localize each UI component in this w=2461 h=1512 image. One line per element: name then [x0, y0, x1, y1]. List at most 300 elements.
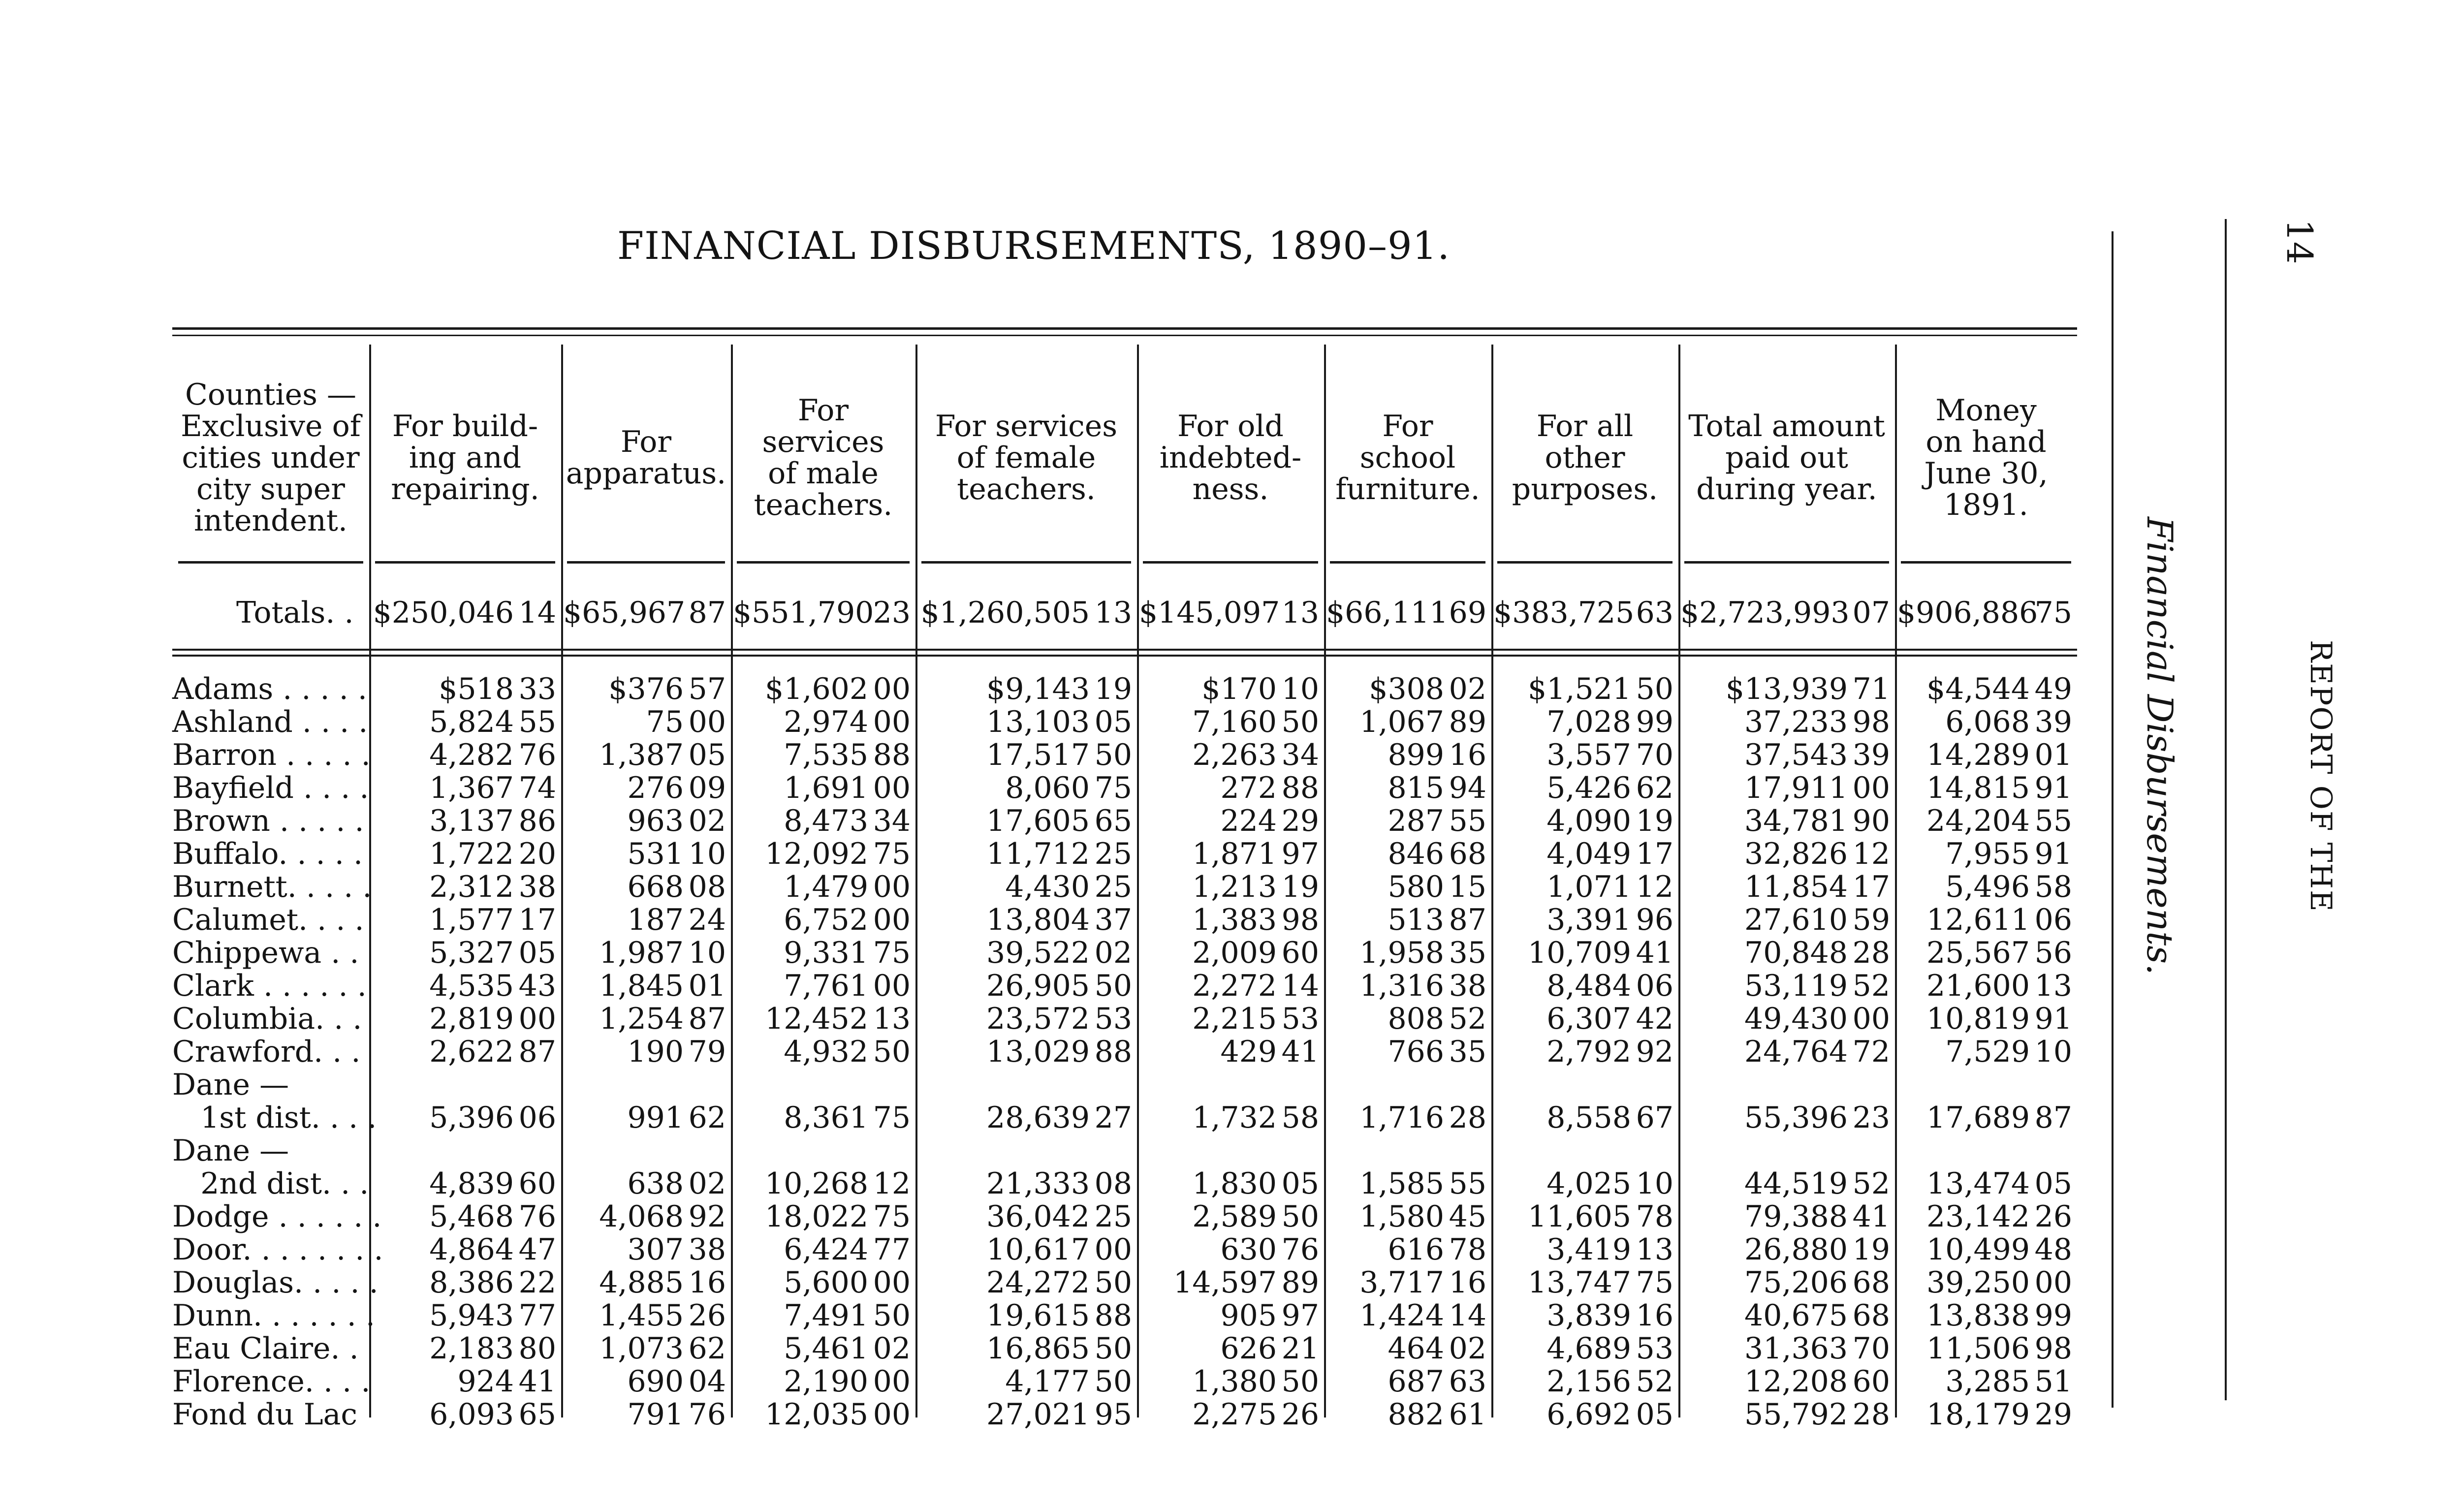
- cell-value: 3,285: [1945, 1364, 2030, 1399]
- totals-cents: 87: [688, 596, 726, 630]
- totals-rule: [172, 649, 2077, 651]
- cell-value: 5,468: [429, 1199, 514, 1234]
- cell-value: 5,396: [429, 1101, 514, 1135]
- cell-cents: 68: [1449, 837, 1486, 871]
- cell-cents: 35: [1449, 936, 1486, 970]
- column-header-line: indebted-: [1159, 441, 1302, 475]
- cell-value: 899: [1388, 738, 1444, 772]
- cell-cents: 78: [1449, 1232, 1486, 1267]
- cell-cents: 00: [873, 672, 911, 706]
- cell-value: 55,792: [1744, 1397, 1848, 1432]
- cell-value: 1,254: [599, 1002, 684, 1036]
- county-name: Barron . . . . .: [172, 738, 371, 772]
- cell-value: 32,826: [1744, 837, 1848, 871]
- cell-value: 2,792: [1546, 1035, 1631, 1069]
- cell-value: 44,519: [1744, 1166, 1848, 1201]
- county-name: Crawford. . .: [172, 1035, 361, 1069]
- cell-value: 690: [627, 1364, 684, 1399]
- cell-cents: 19: [1281, 870, 1319, 904]
- cell-value: 55,396: [1744, 1101, 1848, 1135]
- cell-cents: 60: [1852, 1364, 1890, 1399]
- cell-cents: 28: [1852, 1397, 1890, 1432]
- column-header: [1682, 369, 1891, 546]
- county-name: Adams . . . . .: [172, 672, 367, 706]
- cell-cents: 75: [873, 1101, 911, 1135]
- cell-value: $13,939: [1725, 672, 1848, 706]
- column-header-line: Total amount: [1688, 409, 1885, 443]
- cell-cents: 76: [688, 1397, 726, 1432]
- cell-cents: 00: [1852, 771, 1890, 805]
- cell-value: 34,781: [1744, 804, 1848, 838]
- cell-value: 25,567: [1926, 936, 2030, 970]
- column-header-line: apparatus.: [566, 456, 726, 491]
- cell-value: 12,035: [765, 1397, 868, 1432]
- cell-cents: 75: [873, 837, 911, 871]
- cell-value: 2,215: [1192, 1002, 1277, 1036]
- column-header-line: teachers.: [957, 472, 1096, 506]
- header-underline: [375, 561, 555, 564]
- cell-value: 808: [1388, 1002, 1444, 1036]
- cell-cents: 02: [873, 1331, 911, 1366]
- cell-value: 3,717: [1359, 1265, 1444, 1300]
- cell-value: 276: [627, 771, 684, 805]
- cell-cents: 16: [1636, 1298, 1673, 1333]
- cell-cents: 25: [1094, 837, 1132, 871]
- cell-value: 79,388: [1744, 1199, 1848, 1234]
- cell-cents: 65: [518, 1397, 556, 1432]
- cell-value: 5,496: [1945, 870, 2030, 904]
- cell-cents: 00: [688, 705, 726, 739]
- cell-cents: 50: [1281, 1199, 1319, 1234]
- cell-cents: 58: [1281, 1101, 1319, 1135]
- cell-value: 4,932: [784, 1035, 868, 1069]
- cell-value: 3,557: [1546, 738, 1631, 772]
- cell-value: 1,383: [1192, 903, 1277, 937]
- cell-cents: 00: [873, 1364, 911, 1399]
- column-header-line: For all: [1536, 409, 1634, 443]
- cell-value: 1,387: [599, 738, 684, 772]
- cell-cents: 87: [1449, 903, 1486, 937]
- cell-value: 1,577: [429, 903, 514, 937]
- cell-value: 2,622: [429, 1035, 514, 1069]
- totals-cents: 14: [518, 596, 556, 630]
- cell-value: 2,312: [429, 870, 514, 904]
- cell-cents: 75: [873, 1199, 911, 1234]
- cell-cents: 38: [518, 870, 556, 904]
- county-name: Dunn. . . . . . .: [172, 1298, 375, 1333]
- column-header-line: 1891.: [1944, 488, 2028, 522]
- cell-value: 27,610: [1744, 903, 1848, 937]
- cell-cents: 60: [518, 1166, 556, 1201]
- cell-value: 1,067: [1359, 705, 1444, 739]
- county-name: Fond du Lac: [172, 1397, 357, 1432]
- totals-cents: 75: [2034, 596, 2072, 630]
- margin-rule: [2112, 231, 2114, 1408]
- cell-cents: 87: [688, 1002, 726, 1036]
- cell-cents: 43: [518, 969, 556, 1003]
- cell-value: 70,848: [1744, 936, 1848, 970]
- cell-cents: 78: [1636, 1199, 1673, 1234]
- column-header-line: school: [1359, 441, 1456, 475]
- cell-value: 4,535: [429, 969, 514, 1003]
- cell-value: 4,090: [1546, 804, 1631, 838]
- cell-cents: 17: [1852, 870, 1890, 904]
- column-header: [735, 369, 912, 546]
- cell-cents: 05: [1281, 1166, 1319, 1201]
- cell-value: 24,272: [986, 1265, 1090, 1300]
- cell-value: 429: [1220, 1035, 1277, 1069]
- cell-cents: 00: [873, 771, 911, 805]
- cell-cents: 12: [873, 1166, 911, 1201]
- cell-cents: 29: [1281, 804, 1319, 838]
- cell-cents: 76: [518, 1199, 556, 1234]
- cell-cents: 60: [1281, 936, 1319, 970]
- cell-value: 39,522: [986, 936, 1090, 970]
- cell-cents: 16: [688, 1265, 726, 1300]
- cell-cents: 28: [1449, 1101, 1486, 1135]
- cell-cents: 50: [1636, 672, 1673, 706]
- cell-value: 513: [1388, 903, 1444, 937]
- column-header-line: on hand: [1925, 425, 2047, 459]
- cell-value: 13,029: [986, 1035, 1090, 1069]
- cell-cents: 58: [2034, 870, 2072, 904]
- cell-value: $376: [608, 672, 684, 706]
- cell-cents: 98: [1852, 705, 1890, 739]
- cell-cents: 02: [688, 1166, 726, 1201]
- column-header-line: furniture.: [1335, 472, 1480, 506]
- cell-value: 991: [627, 1101, 684, 1135]
- cell-value: 668: [627, 870, 684, 904]
- cell-cents: 86: [518, 804, 556, 838]
- totals-value: $145,097: [1139, 596, 1280, 630]
- column-header-line: For services: [935, 409, 1118, 443]
- cell-cents: 94: [1449, 771, 1486, 805]
- column-header-line: intendent.: [194, 504, 347, 538]
- header-underline: [178, 561, 363, 564]
- cell-value: 39,250: [1926, 1265, 2030, 1300]
- cell-cents: 41: [1281, 1035, 1319, 1069]
- margin-rule: [2225, 219, 2227, 1400]
- cell-value: 1,380: [1192, 1364, 1277, 1399]
- cell-value: 14,815: [1926, 771, 2030, 805]
- cell-cents: 38: [688, 1232, 726, 1267]
- cell-cents: 00: [873, 1265, 911, 1300]
- cell-value: 1,580: [1359, 1199, 1444, 1234]
- cell-value: 8,473: [784, 804, 868, 838]
- totals-value: $250,046: [373, 596, 514, 630]
- cell-value: 12,611: [1926, 903, 2030, 937]
- cell-value: 6,068: [1945, 705, 2030, 739]
- cell-value: 4,068: [599, 1199, 684, 1234]
- cell-cents: 25: [1094, 870, 1132, 904]
- totals-value: $906,886: [1897, 596, 2038, 630]
- cell-value: 21,333: [986, 1166, 1090, 1201]
- cell-cents: 89: [1281, 1265, 1319, 1300]
- cell-value: 6,093: [429, 1397, 514, 1432]
- cell-value: 10,617: [986, 1232, 1090, 1267]
- county-name: Bayfield . . . .: [172, 771, 369, 805]
- cell-cents: 15: [1449, 870, 1486, 904]
- cell-value: 10,268: [765, 1166, 868, 1201]
- cell-cents: 62: [1636, 771, 1673, 805]
- cell-value: 14,289: [1926, 738, 2030, 772]
- cell-value: 13,103: [986, 705, 1090, 739]
- cell-cents: 20: [518, 837, 556, 871]
- cell-cents: 75: [1636, 1265, 1673, 1300]
- cell-value: 187: [627, 903, 684, 937]
- cell-cents: 05: [688, 738, 726, 772]
- cell-cents: 02: [1094, 936, 1132, 970]
- cell-value: 4,839: [429, 1166, 514, 1201]
- column-header-line: For old: [1177, 409, 1284, 443]
- cell-cents: 99: [2034, 1298, 2072, 1333]
- cell-cents: 53: [1281, 1002, 1319, 1036]
- cell-value: 28,639: [986, 1101, 1090, 1135]
- cell-value: 8,361: [784, 1101, 868, 1135]
- cell-cents: 52: [1852, 1166, 1890, 1201]
- cell-cents: 05: [518, 936, 556, 970]
- cell-cents: 33: [518, 672, 556, 706]
- cell-cents: 88: [1094, 1298, 1132, 1333]
- cell-cents: 06: [518, 1101, 556, 1135]
- cell-value: 882: [1388, 1397, 1444, 1432]
- county-name: Burnett. . . . .: [172, 870, 372, 904]
- cell-cents: 55: [518, 705, 556, 739]
- cell-cents: 37: [1094, 903, 1132, 937]
- cell-value: 23,572: [986, 1002, 1090, 1036]
- cell-cents: 56: [2034, 936, 2072, 970]
- cell-value: 17,689: [1926, 1101, 2030, 1135]
- cell-cents: 80: [518, 1331, 556, 1366]
- cell-value: 31,363: [1744, 1331, 1848, 1366]
- cell-cents: 53: [1636, 1331, 1673, 1366]
- header-underline: [737, 561, 910, 564]
- cell-value: 2,272: [1192, 969, 1277, 1003]
- cell-cents: 87: [2034, 1101, 2072, 1135]
- header-underline: [1684, 561, 1889, 564]
- cell-value: 2,263: [1192, 738, 1277, 772]
- cell-cents: 16: [1449, 1265, 1486, 1300]
- cell-value: 16,865: [986, 1331, 1090, 1366]
- totals-cents: 13: [1094, 596, 1132, 630]
- cell-cents: 97: [1281, 837, 1319, 871]
- cell-value: 464: [1388, 1331, 1444, 1366]
- county-name: Calumet. . . .: [172, 903, 364, 937]
- column-header-line: of male: [768, 456, 879, 491]
- cell-cents: 02: [1449, 672, 1486, 706]
- cell-value: 6,424: [784, 1232, 868, 1267]
- column-header-line: June 30,: [1924, 456, 2048, 491]
- cell-value: 10,499: [1926, 1232, 2030, 1267]
- column-header: [1495, 369, 1674, 546]
- cell-value: 924: [457, 1364, 514, 1399]
- cell-value: 7,491: [784, 1298, 868, 1333]
- cell-value: 580: [1388, 870, 1444, 904]
- cell-cents: 17: [518, 903, 556, 937]
- cell-value: 12,452: [765, 1002, 868, 1036]
- cell-cents: 19: [1636, 804, 1673, 838]
- column-header-line: ness.: [1192, 472, 1269, 506]
- cell-value: 4,049: [1546, 837, 1631, 871]
- cell-value: 10,819: [1926, 1002, 2030, 1036]
- cell-value: 1,585: [1359, 1166, 1444, 1201]
- cell-value: 766: [1388, 1035, 1444, 1069]
- cell-value: 630: [1220, 1232, 1277, 1267]
- cell-cents: 06: [1636, 969, 1673, 1003]
- cell-value: 1,479: [784, 870, 868, 904]
- cell-cents: 12: [1636, 870, 1673, 904]
- cell-cents: 00: [873, 705, 911, 739]
- cell-value: 1,716: [1359, 1101, 1444, 1135]
- county-name: Eau Claire. .: [172, 1331, 359, 1366]
- cell-value: 4,282: [429, 738, 514, 772]
- cell-value: 1,367: [429, 771, 514, 805]
- totals-value: $2,723,993: [1680, 596, 1850, 630]
- cell-value: $518: [439, 672, 514, 706]
- cell-value: 7,529: [1945, 1035, 2030, 1069]
- cell-value: 26,905: [986, 969, 1090, 1003]
- cell-value: 18,022: [765, 1199, 868, 1234]
- column-header-line: purposes.: [1512, 472, 1658, 506]
- cell-cents: 97: [1281, 1298, 1319, 1333]
- cell-cents: 52: [1852, 969, 1890, 1003]
- county-name: Douglas. . . . .: [172, 1265, 379, 1300]
- cell-cents: 51: [2034, 1364, 2072, 1399]
- header-underline: [567, 561, 725, 564]
- cell-cents: 50: [1094, 738, 1132, 772]
- cell-cents: 48: [2034, 1232, 2072, 1267]
- cell-value: 1,845: [599, 969, 684, 1003]
- totals-cents: 69: [1449, 596, 1486, 630]
- totals-cents: 13: [1281, 596, 1319, 630]
- cell-value: 1,871: [1192, 837, 1277, 871]
- cell-cents: 10: [1281, 672, 1319, 706]
- running-head-report: REPORT OF THE: [2303, 640, 2338, 913]
- cell-cents: 00: [518, 1002, 556, 1036]
- cell-value: $308: [1369, 672, 1444, 706]
- cell-value: 963: [627, 804, 684, 838]
- cell-value: 7,160: [1192, 705, 1277, 739]
- column-header-line: city super: [196, 472, 345, 506]
- column-header-line: of female: [956, 441, 1096, 475]
- column-header: [919, 369, 1133, 546]
- cell-cents: 50: [1094, 969, 1132, 1003]
- cell-cents: 90: [1852, 804, 1890, 838]
- cell-cents: 47: [518, 1232, 556, 1267]
- header-underline: [1330, 561, 1485, 564]
- cell-value: 2,974: [784, 705, 868, 739]
- cell-value: 17,911: [1744, 771, 1848, 805]
- county-name: Dane —: [172, 1134, 289, 1168]
- column-header-line: ing and: [409, 441, 522, 475]
- county-name: Brown . . . . .: [172, 804, 364, 838]
- cell-value: 1,722: [429, 837, 514, 871]
- cell-value: 4,177: [1005, 1364, 1090, 1399]
- top-rule: [172, 327, 2077, 330]
- cell-cents: 45: [1449, 1199, 1486, 1234]
- totals-value: $383,725: [1493, 596, 1635, 630]
- cell-cents: 39: [1852, 738, 1890, 772]
- totals-value: $551,790: [733, 596, 874, 630]
- top-rule: [172, 335, 2077, 336]
- county-name: Dodge . . . . . .: [172, 1199, 382, 1234]
- cell-value: 6,307: [1546, 1002, 1631, 1036]
- column-header-line: other: [1545, 441, 1625, 475]
- cell-cents: 05: [2034, 1166, 2072, 1201]
- column-header: [1141, 369, 1320, 546]
- cell-cents: 09: [688, 771, 726, 805]
- county-name: Dane —: [172, 1068, 289, 1102]
- cell-cents: 08: [1094, 1166, 1132, 1201]
- cell-value: 40,675: [1744, 1298, 1848, 1333]
- cell-value: 49,430: [1744, 1002, 1848, 1036]
- cell-value: 1,691: [784, 771, 868, 805]
- cell-value: 3,137: [429, 804, 514, 838]
- cell-value: 190: [627, 1035, 684, 1069]
- cell-value: 75: [646, 705, 684, 739]
- cell-value: 638: [627, 1166, 684, 1201]
- cell-value: 1,958: [1359, 936, 1444, 970]
- cell-cents: 10: [1636, 1166, 1673, 1201]
- cell-cents: 29: [2034, 1397, 2072, 1432]
- cell-value: 6,692: [1546, 1397, 1631, 1432]
- cell-cents: 96: [1636, 903, 1673, 937]
- cell-value: 5,600: [784, 1265, 868, 1300]
- column-header-line: services: [762, 425, 884, 459]
- cell-value: 815: [1388, 771, 1444, 805]
- cell-value: 36,042: [986, 1199, 1090, 1234]
- cell-value: 12,208: [1744, 1364, 1848, 1399]
- column-header-line: Exclusive of: [181, 409, 361, 443]
- cell-value: 13,804: [986, 903, 1090, 937]
- cell-cents: 77: [518, 1298, 556, 1333]
- cell-cents: 92: [1636, 1035, 1673, 1069]
- cell-cents: 88: [1094, 1035, 1132, 1069]
- cell-value: 7,761: [784, 969, 868, 1003]
- column-header: [373, 369, 557, 546]
- cell-cents: 00: [873, 870, 911, 904]
- cell-value: 11,605: [1528, 1199, 1631, 1234]
- cell-cents: 13: [873, 1002, 911, 1036]
- cell-cents: 28: [1852, 936, 1890, 970]
- cell-value: 24,204: [1926, 804, 2030, 838]
- cell-cents: 92: [688, 1199, 726, 1234]
- cell-cents: 10: [688, 837, 726, 871]
- cell-value: 7,535: [784, 738, 868, 772]
- cell-value: 1,987: [599, 936, 684, 970]
- cell-cents: 42: [1636, 1002, 1673, 1036]
- cell-value: $1,521: [1528, 672, 1631, 706]
- cell-cents: 08: [688, 870, 726, 904]
- cell-cents: 10: [688, 936, 726, 970]
- cell-cents: 00: [2034, 1265, 2072, 1300]
- totals-cents: 07: [1852, 596, 1890, 630]
- cell-cents: 55: [1449, 1166, 1486, 1201]
- cell-cents: 25: [1094, 1199, 1132, 1234]
- cell-cents: 35: [1449, 1035, 1486, 1069]
- cell-cents: 01: [688, 969, 726, 1003]
- cell-cents: 62: [688, 1331, 726, 1366]
- cell-value: 13,474: [1926, 1166, 2030, 1201]
- cell-cents: 68: [1852, 1298, 1890, 1333]
- cell-cents: 05: [1636, 1397, 1673, 1432]
- cell-cents: 14: [1281, 969, 1319, 1003]
- column-header-counties: [176, 369, 365, 546]
- cell-cents: 71: [1852, 672, 1890, 706]
- cell-cents: 76: [518, 738, 556, 772]
- cell-cents: 00: [1852, 1002, 1890, 1036]
- cell-value: 5,426: [1546, 771, 1631, 805]
